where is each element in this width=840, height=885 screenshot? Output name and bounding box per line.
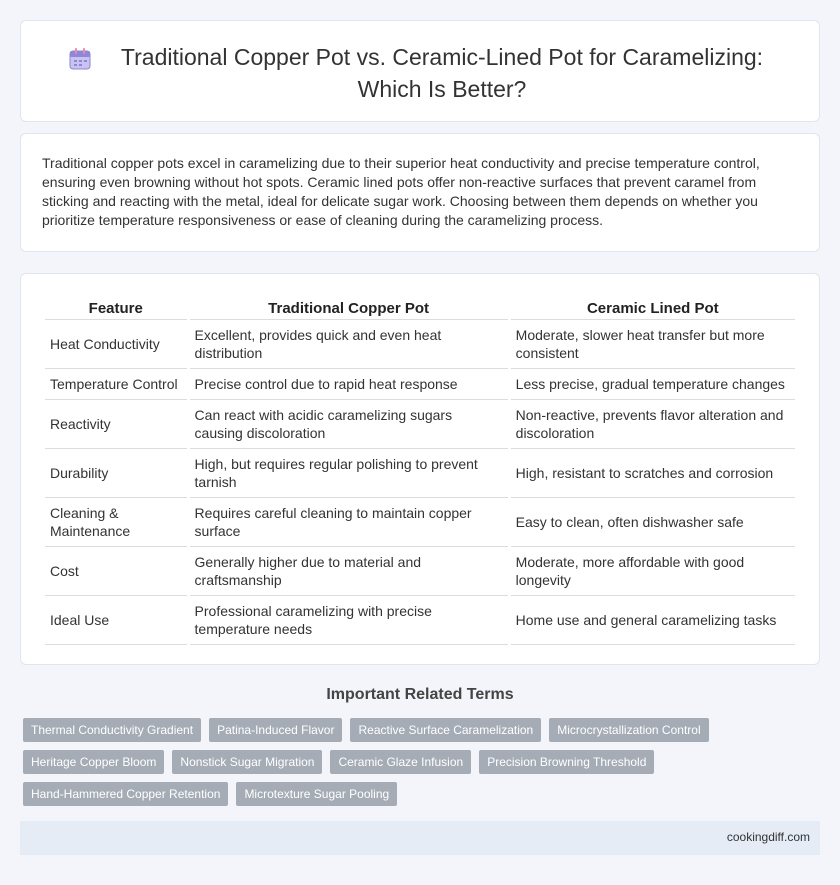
ceramic-cell: Easy to clean, often dishwasher safe bbox=[511, 498, 795, 547]
intro-card bbox=[20, 133, 820, 252]
copper-cell: Professional caramelizing with precise temperature needs bbox=[190, 596, 508, 645]
ceramic-cell: Moderate, slower heat transfer but more consistent bbox=[511, 320, 795, 369]
copper-cell: Generally higher due to material and craftsmanship bbox=[190, 547, 508, 596]
page-title: Traditional Copper Pot vs. Ceramic-Lined Pot for Caramelizing: Which Is Better? bbox=[120, 44, 764, 102]
related-term-tag[interactable]: Heritage Copper Bloom bbox=[23, 750, 164, 774]
related-term-tag[interactable]: Reactive Surface Caramelization bbox=[350, 718, 541, 742]
table-row bbox=[45, 547, 795, 596]
table-row bbox=[45, 320, 795, 369]
comparison-card bbox=[20, 273, 820, 665]
related-term-tag[interactable]: Ceramic Glaze Infusion bbox=[330, 750, 471, 774]
related-term-tag[interactable]: Precision Browning Threshold bbox=[479, 750, 654, 774]
related-term-tag[interactable]: Thermal Conductivity Gradient bbox=[23, 718, 201, 742]
feature-cell: Reactivity bbox=[45, 400, 187, 449]
comparison-table bbox=[42, 296, 798, 645]
copper-cell: Can react with acidic caramelizing sugars causing discoloration bbox=[190, 400, 508, 449]
copper-cell: Requires careful cleaning to maintain copper surface bbox=[190, 498, 508, 547]
copper-cell: Precise control due to rapid heat response bbox=[190, 369, 508, 400]
feature-cell: Cost bbox=[45, 547, 187, 596]
ceramic-cell: Non-reactive, prevents flavor alteration and discoloration bbox=[511, 400, 795, 449]
header-card bbox=[20, 20, 820, 122]
related-term-tag[interactable]: Nonstick Sugar Migration bbox=[172, 750, 322, 774]
table-row bbox=[45, 400, 795, 449]
related-term-tag[interactable]: Hand-Hammered Copper Retention bbox=[23, 782, 228, 806]
table-row bbox=[45, 449, 795, 498]
copper-cell: High, but requires regular polishing to prevent tarnish bbox=[190, 449, 508, 498]
copper-cell: Excellent, provides quick and even heat distribution bbox=[190, 320, 508, 369]
header-feature: Feature bbox=[45, 296, 187, 320]
footer-site[interactable]: cookingdiff.com bbox=[726, 830, 810, 844]
related-term-tag[interactable]: Microcrystallization Control bbox=[549, 718, 708, 742]
feature-cell: Durability bbox=[45, 449, 187, 498]
header-ceramic: Ceramic Lined Pot bbox=[511, 296, 795, 320]
table-row bbox=[45, 596, 795, 645]
intro-paragraph: Traditional copper pots excel in caramelizing due to their superior heat conductivity and precise temperature control, ensuring even browning without hot spots. Ceramic lined pots offer non-reactive surfaces that prevent caramel from sticking and reacting with the metal, ideal for delicate sugar work. Choosing between them depends on whether you prioritize temperature responsiveness or ease of cleaning during the caramelizing process. bbox=[42, 155, 760, 228]
feature-cell: Temperature Control bbox=[45, 369, 187, 400]
table-row bbox=[45, 498, 795, 547]
ceramic-cell: High, resistant to scratches and corrosion bbox=[511, 449, 795, 498]
related-term-tag[interactable]: Patina-Induced Flavor bbox=[209, 718, 342, 742]
table-header-row bbox=[45, 296, 795, 320]
header-copper: Traditional Copper Pot bbox=[190, 296, 508, 320]
footer bbox=[20, 821, 820, 855]
feature-cell: Heat Conductivity bbox=[45, 320, 187, 369]
related-terms-list bbox=[23, 718, 713, 806]
related-term-tag[interactable]: Microtexture Sugar Pooling bbox=[236, 782, 397, 806]
feature-cell: Ideal Use bbox=[45, 596, 187, 645]
related-terms-title: Important Related Terms bbox=[326, 686, 514, 703]
feature-cell: Cleaning & Maintenance bbox=[45, 498, 187, 547]
ceramic-cell: Less precise, gradual temperature changes bbox=[511, 369, 795, 400]
ceramic-cell: Moderate, more affordable with good longevity bbox=[511, 547, 795, 596]
table-row bbox=[45, 369, 795, 400]
ceramic-cell: Home use and general caramelizing tasks bbox=[511, 596, 795, 645]
